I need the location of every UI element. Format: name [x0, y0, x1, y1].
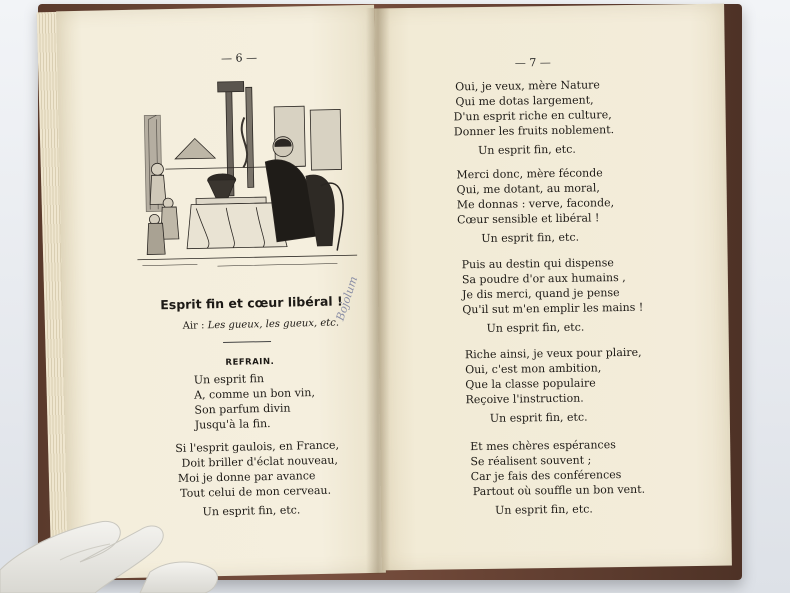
r-s5-refrain: Un esprit fin, etc.: [495, 502, 593, 517]
r-s4-l4: Reçoive l'instruction.: [465, 391, 584, 407]
stanza-line-2: Doit briller d'éclat nouveau,: [181, 453, 339, 470]
r-s3-l3: Je dis merci, quand je pense: [462, 286, 620, 302]
engraving-illustration: [134, 75, 358, 280]
song-title: Esprit fin et cœur libéral !: [160, 293, 343, 313]
r-s2-l3: Me donnas : verve, faconde,: [456, 196, 615, 212]
refrain-line-1: Un esprit fin: [193, 372, 265, 387]
r-s1-refrain: Un esprit fin, etc.: [477, 142, 576, 158]
white-glove-hand: [0, 500, 240, 593]
r-s5-l1: Et mes chères espérances: [470, 438, 616, 454]
refrain-line-4: Jusqu'à la fin.: [194, 416, 271, 432]
r-s4-l1: Riche ainsi, je veux pour plaire,: [464, 345, 642, 362]
r-s1-l2: Qui me dotas largement,: [455, 93, 594, 109]
refrain-label: REFRAIN.: [225, 356, 275, 368]
book-gutter: [366, 8, 390, 574]
pencil-note: Bojolum: [333, 274, 361, 323]
r-s4-refrain: Un esprit fin, etc.: [489, 410, 588, 425]
r-s2-l4: Cœur sensible et libéral !: [456, 211, 600, 227]
r-s4-l3: Que la classe populaire: [465, 376, 596, 392]
r-s5-l3: Car je fais des conférences: [470, 468, 622, 484]
r-s2-refrain: Un esprit fin, etc.: [481, 230, 580, 245]
stanza-line-4: Tout celui de mon cerveau.: [180, 483, 332, 500]
left-page: [56, 5, 386, 580]
r-s5-l4: Partout où souffle un bon vent.: [472, 482, 646, 499]
left-page-number: — 6 —: [220, 51, 258, 65]
refrain-line-3: Son parfum divin: [194, 401, 291, 417]
air-text: Les gueux, les gueux, etc.: [207, 317, 340, 332]
right-page: [374, 4, 732, 571]
r-s3-l2: Sa poudre d'or aux humains ,: [461, 270, 626, 287]
refrain-line-2: A, comme un bon vin,: [194, 386, 316, 402]
air-line: [183, 316, 340, 334]
stanza-refrain: Un esprit fin, etc.: [202, 503, 301, 519]
air-label: Air :: [182, 320, 205, 332]
r-s3-l4: Qu'il sut m'en emplir les mains !: [462, 300, 644, 317]
r-s2-l1: Merci donc, mère féconde: [456, 166, 603, 182]
r-s3-refrain: Un esprit fin, etc.: [486, 320, 585, 335]
stanza-line-1: Si l'esprit gaulois, en France,: [175, 438, 340, 455]
r-s1-l3: D'un esprit riche en culture,: [453, 108, 612, 124]
r-s1-l1: Oui, je veux, mère Nature: [455, 78, 600, 94]
title-rule: [223, 341, 271, 343]
r-s4-l2: Oui, c'est mon ambition,: [465, 361, 602, 377]
stanza-line-3: Moi je donne par avance: [177, 469, 316, 485]
r-s1-l4: Donner les fruits noblement.: [453, 123, 615, 139]
r-s5-l2: Se réalisent souvent ;: [470, 453, 592, 469]
r-s3-l1: Puis au destin qui dispense: [461, 256, 614, 272]
right-page-number: — 7 —: [514, 56, 551, 70]
r-s2-l2: Qui, me dotant, au moral,: [456, 181, 600, 197]
